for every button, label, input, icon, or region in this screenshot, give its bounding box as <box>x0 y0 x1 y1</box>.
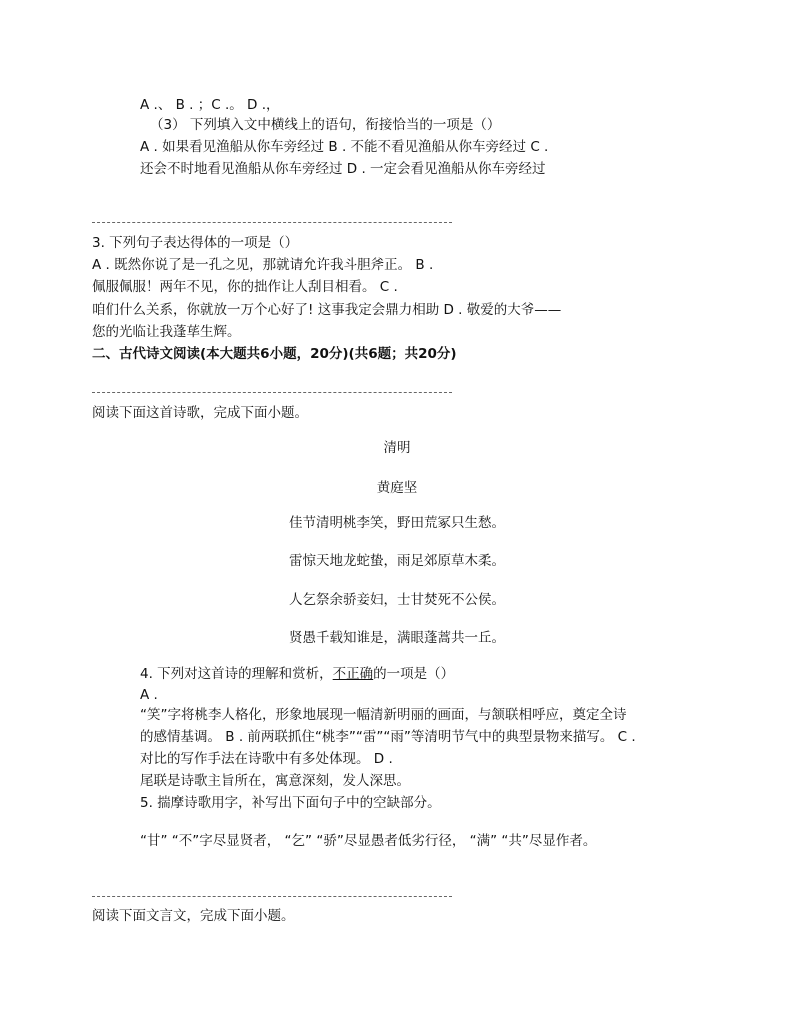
separator <box>92 392 452 393</box>
option-line: 的感情基调。 B . 前两联抓住“桃李”“雷”“雨”等清明节气中的典型景物来描写。 C . <box>140 729 636 745</box>
question-3-title: 3. 下列句子表达得体的一项是（） <box>92 235 299 251</box>
separator <box>92 896 452 897</box>
question-3-sub: （3） 下列填入文中横线上的语句，衔接恰当的一项是（） <box>150 117 501 133</box>
option-line: 还会不时地看见渔船从你车旁经过 D . 一定会看见渔船从你车旁经过 <box>140 161 546 177</box>
instruction: 阅读下面文言文，完成下面小题。 <box>92 908 295 924</box>
poem-line: 人乞祭余骄妾妇，士甘焚死不公侯。 <box>289 592 505 608</box>
poem-author: 黄庭坚 <box>376 480 418 496</box>
option-line: 佩服佩服！两年不见，你的拙作让人刮目相看。 C . <box>92 279 398 295</box>
poem-line: 佳节清明桃李笑，野田荒冢只生愁。 <box>289 515 505 531</box>
options-line: A .、 B . ；C .。 D .， <box>140 97 280 113</box>
instruction: 阅读下面这首诗歌，完成下面小题。 <box>92 405 308 421</box>
poem-title: 清明 <box>383 440 411 456</box>
poem-line: 贤愚千载知谁是，满眼蓬蒿共一丘。 <box>289 630 505 646</box>
option-line: 尾联是诗歌主旨所在，寓意深刻，发人深思。 <box>140 773 410 789</box>
option-line: A . <box>140 687 158 703</box>
option-line: A . 既然你说了是一孔之见，那就请允许我斗胆斧正。 B . <box>92 257 434 273</box>
question-5-title: 5. 揣摩诗歌用字，补写出下面句子中的空缺部分。 <box>140 795 441 811</box>
q4-underlined: 不正确 <box>332 666 374 682</box>
question-4-title <box>140 664 454 684</box>
option-line: 您的光临让我蓬荜生辉。 <box>92 324 241 340</box>
poem-line: 雷惊天地龙蛇蛰，雨足郊原草木柔。 <box>289 553 505 569</box>
section-heading: 二、古代诗文阅读(本大题共6小题，20分)(共6题；共20分) <box>92 346 457 362</box>
q4-text-post: 的一项是（） <box>373 666 455 682</box>
question-5-body: “甘” “不”字尽显贤者， “乞” “骄”尽显愚者低劣行径， “满” “共”尽显作者。 <box>140 833 597 849</box>
option-line: A . 如果看见渔船从你车旁经过 B . 不能不看见渔船从你车旁经过 C . <box>140 139 549 155</box>
q4-text-pre: 4. 下列对这首诗的理解和赏析， <box>140 666 333 682</box>
option-line: 对比的写作手法在诗歌中有多处体现。 D . <box>140 751 393 767</box>
option-line: 咱们什么关系，你就放一万个心好了! 这事我定会鼎力相助 D . 敬爱的大爷—— <box>92 302 562 318</box>
option-line: “笑”字将桃李人格化，形象地展现一幅清新明丽的画面，与颔联相呼应，奠定全诗 <box>140 707 627 723</box>
separator <box>92 222 452 223</box>
